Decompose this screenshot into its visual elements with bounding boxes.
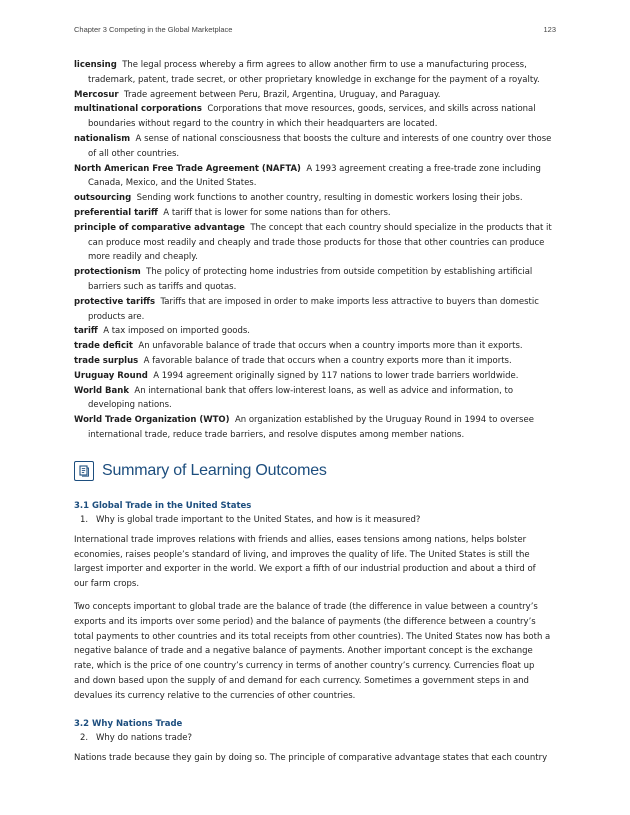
- summary-title: Summary of Learning Outcomes: [102, 461, 327, 479]
- glossary-definition: A tax imposed on imported goods.: [103, 326, 250, 337]
- glossary-term: trade surplus: [74, 355, 139, 366]
- question-text: Why do nations trade?: [96, 733, 193, 744]
- summary-paragraph: Two concepts important to global trade are the balance of trade (the difference in value between a country’s exports and its imports over some period) and the balance of payments (the difference between a country’s total payments to other countries and its total receipts from other countries). The United States now has both a negative balance of trade and a negative balance of payments. Another important concept is the exchange rate, which is the price of one country’s currency in terms of another country’s currency. Currencies float up and down based upon the supply of and demand for each currency. Sometimes a government steps in and devalues its currency relative to the currencies of other countries.: [74, 601, 551, 701]
- summary-section: [74, 499, 552, 704]
- glossary-definition: A tariff that is lower for some nations than for others.: [163, 207, 391, 218]
- glossary-entry: [74, 384, 552, 414]
- section-heading: 3.2 Why Nations Trade: [74, 719, 183, 730]
- summary-section: [74, 717, 552, 766]
- glossary-entry: [74, 88, 552, 103]
- glossary-definition: A favorable balance of trade that occurs when a country exports more than it imports.: [143, 355, 512, 366]
- glossary-entry: [74, 191, 552, 206]
- glossary-definition: Corporations that move resources, goods, services, and skills across national boundaries without regard to the country in which their headquarters are located.: [88, 104, 536, 130]
- glossary-entry: [74, 339, 552, 354]
- glossary-term: North American Free Trade Agreement (NAFTA): [74, 163, 301, 174]
- summary-paragraph: Nations trade because they gain by doing so. The principle of comparative advantage states that each country: [74, 753, 548, 764]
- page-number: 123: [543, 25, 556, 34]
- question-number: 2.: [80, 733, 89, 744]
- glossary-entry: [74, 324, 552, 339]
- glossary-definition: A 1993 agreement creating a free-trade zone including Canada, Mexico, and the United States.: [88, 163, 541, 189]
- glossary-term: World Bank: [74, 385, 129, 396]
- glossary-term: nationalism: [74, 133, 131, 144]
- glossary-entry: [74, 265, 552, 295]
- question-text: Why is global trade important to the United States, and how is it measured?: [96, 514, 421, 525]
- section-heading: 3.1 Global Trade in the United States: [74, 500, 252, 511]
- glossary-entry: [74, 58, 552, 88]
- glossary-definition: The concept that each country should specialize in the products that it can produce most readily and cheaply and trade those products for those that other countries can produce more readily and cheaply.: [88, 222, 552, 263]
- learning-question: [74, 731, 552, 745]
- glossary-entry: [74, 295, 552, 325]
- glossary-term: preferential tariff: [74, 207, 158, 218]
- glossary-definition: An international bank that offers low-interest loans, as well as advice and information, to developing nations.: [88, 385, 514, 411]
- page-content: [74, 58, 552, 766]
- question-number: 1.: [80, 514, 89, 525]
- glossary-list: [74, 58, 552, 443]
- learning-question: [74, 513, 552, 527]
- glossary-definition: Trade agreement between Peru, Brazil, Argentina, Uruguay, and Paraguay.: [124, 89, 441, 100]
- summary-paragraph: International trade improves relations with friends and allies, eases tensions among nations, helps bolster economies, raises people’s standard of living, and improves the quality of life. The United States is still the largest importer and exporter in the world. We export a fifth of our industrial production and about a third of our farm crops.: [74, 534, 536, 590]
- glossary-entry: [74, 369, 552, 384]
- glossary-definition: An unfavorable balance of trade that occurs when a country imports more than it exports.: [138, 341, 523, 352]
- summary-document-icon: [74, 461, 94, 481]
- glossary-definition: Sending work functions to another country, resulting in domestic workers losing their jobs.: [136, 193, 523, 204]
- glossary-term: multinational corporations: [74, 104, 202, 115]
- glossary-term: licensing: [74, 60, 117, 70]
- glossary-entry: [74, 413, 552, 443]
- glossary-term: outsourcing: [74, 193, 132, 204]
- glossary-definition: Tariffs that are imposed in order to make imports less attractive to buyers than domestic products are.: [88, 296, 539, 322]
- glossary-definition: The policy of protecting home industries from outside competition by establishing artificial barriers such as tariffs and quotas.: [88, 267, 533, 292]
- glossary-term: protectionism: [74, 267, 141, 278]
- summary-heading: [74, 457, 552, 485]
- glossary-term: Mercosur: [74, 89, 119, 100]
- glossary-entry: [74, 221, 552, 265]
- glossary-term: protective tariffs: [74, 296, 156, 307]
- glossary-definition: An organization established by the Uruguay Round in 1994 to oversee international trade, reduce trade barriers, and resolve disputes among member nations.: [88, 415, 534, 440]
- glossary-entry: [74, 354, 552, 369]
- glossary-term: principle of comparative advantage: [74, 222, 245, 233]
- glossary-entry: [74, 102, 552, 132]
- glossary-entry: [74, 206, 552, 221]
- glossary-term: Uruguay Round: [74, 370, 148, 381]
- glossary-definition: A 1994 agreement originally signed by 117 nations to lower trade barriers worldwide.: [153, 370, 519, 381]
- glossary-term: trade deficit: [74, 341, 133, 352]
- glossary-term: tariff: [74, 326, 98, 337]
- glossary-definition: A sense of national consciousness that boosts the culture and interests of one country over those of all other countries.: [88, 133, 552, 159]
- running-header-chapter: Chapter 3 Competing in the Global Marketplace: [74, 25, 233, 34]
- glossary-entry: [74, 162, 552, 192]
- glossary-entry: [74, 132, 552, 162]
- glossary-definition: The legal process whereby a firm agrees to allow another firm to use a manufacturing process, trademark, patent, trade secret, or other proprietary knowledge in exchange for the payment of a royalty.: [88, 60, 540, 85]
- glossary-term: World Trade Organization (WTO): [74, 415, 230, 426]
